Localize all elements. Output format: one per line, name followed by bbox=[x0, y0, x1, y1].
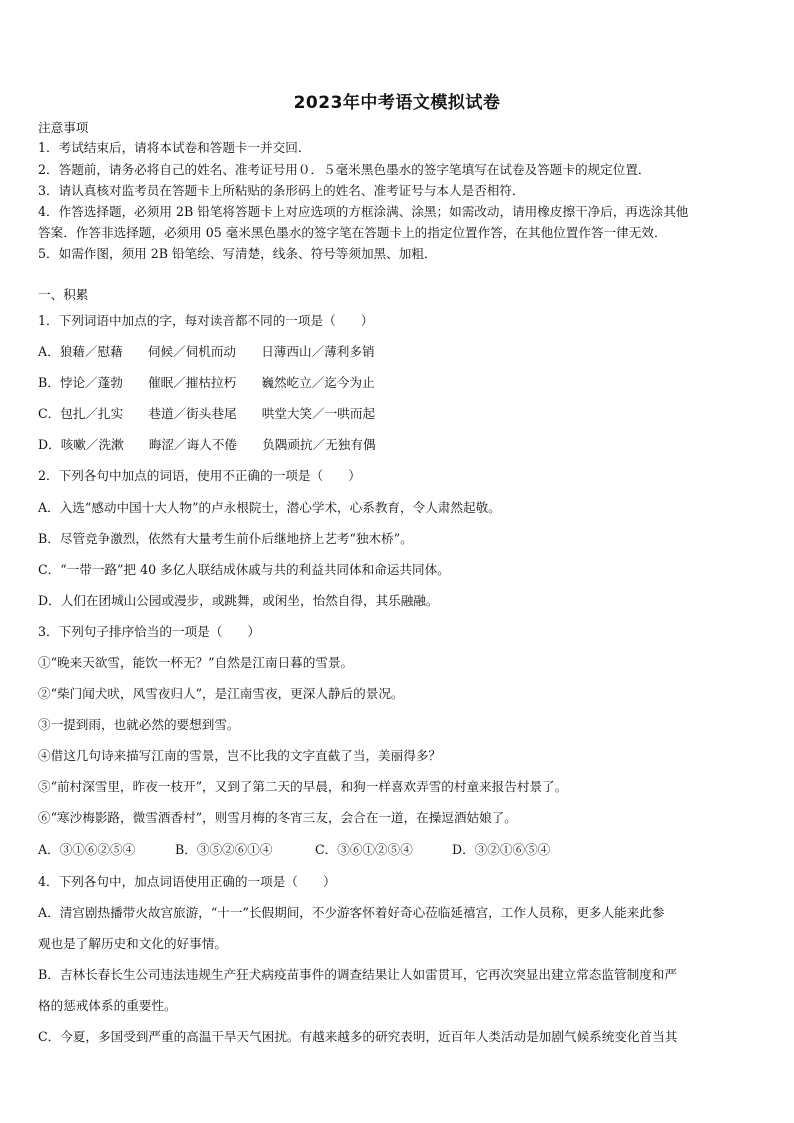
sentence-item: ②“柴门闻犬吠，风雪夜归人”，是江南雪夜，更深人静后的景况。 bbox=[38, 686, 404, 701]
sentence-item: ①“晚来天欲雪，能饮一杯无？”自然是江南日暮的雪景。 bbox=[38, 655, 354, 670]
section-heading: 一、积累 bbox=[38, 287, 89, 302]
question-option: D．人们在团城山公园或漫步，或跳舞，或闲坐，怡然自得，其乐融融。 bbox=[38, 593, 439, 608]
question-option: B．尽管竞争激烈，依然有大量考生前仆后继地挤上艺考“独木桥”。 bbox=[38, 531, 413, 546]
question-stem: 2．下列各句中加点的词语，使用不正确的一项是（ ） bbox=[38, 468, 361, 483]
notice-item: 1．考试结束后，请将本试卷和答题卡一并交回． bbox=[38, 140, 311, 155]
question-stem: 4．下列各句中，加点词语使用正确的一项是（ ） bbox=[38, 874, 336, 889]
notice-item: 5．如需作图，须用 2B 铅笔绘、写清楚，线条、符号等须加黑、加粗． bbox=[38, 246, 437, 261]
sentence-item: ④借这几句诗来描写江南的雪景，岂不比我的文字直截了当，美丽得多？ bbox=[38, 748, 441, 763]
question-option: A．狼藉／慰藉 伺候／伺机而动 日薄西山／薄利多销 bbox=[38, 344, 375, 359]
question-option: C．包扎／扎实 巷道／街头巷尾 哄堂大笑／一哄而起 bbox=[38, 406, 376, 421]
notice-heading: 注意事项 bbox=[38, 120, 89, 135]
notice-item: 答案．作答非选择题，必须用 05 毫米黑色墨水的签字笔在答题卡上的指定位置作答，在其他位置作答一律无效． bbox=[38, 225, 667, 240]
question-stem: 1．下列词语中加点的字，每对读音都不同的一项是（ ） bbox=[38, 313, 374, 328]
sentence-item: ⑤“前村深雪里，昨夜一枝开”，又到了第二天的早晨，和狗一样喜欢弄雪的村童来报告村景了。 bbox=[38, 779, 568, 794]
question-option: D．咳嗽／洗漱 晦涩／诲人不倦 负隅顽抗／无独有偶 bbox=[38, 437, 376, 452]
exam-title: 2023年中考语文模拟试卷 bbox=[293, 93, 501, 113]
question-text-line: C．今夏，多国受到严重的高温干旱天气困扰。有越来越多的研究表明，近百年人类活动是加剧气候系统变化首当其 bbox=[38, 1029, 678, 1044]
question-text-line: 观也是了解历史和文化的好事情。 bbox=[38, 936, 227, 951]
notice-item: 4．作答选择题，必须用 2B 铅笔将答题卡上对应选项的方框涂满、涂黑；如需改动，请用橡皮擦干净后，再选涂其他 bbox=[38, 204, 689, 219]
question-text-line: 格的惩戒体系的重要性。 bbox=[38, 998, 177, 1013]
notice-item: 3．请认真核对监考员在答题卡上所粘贴的条形码上的姓名、准考证号与本人是否相符． bbox=[38, 183, 525, 198]
answer-option-c: C．③⑥①②⑤④ bbox=[315, 842, 413, 857]
sentence-item: ⑥“寒沙梅影路，微雪酒香村”，则雪月梅的冬宵三友，会合在一道，在操逗酒姑娘了。 bbox=[38, 810, 517, 825]
notice-item: 2．答题前，请务必将自己的姓名、准考证号用０．５毫米黑色墨水的签字笔填写在试卷及答题卡的规定位置． bbox=[38, 162, 651, 177]
question-text-line: B．吉林长春长生公司违法违规生产狂犬病疫苗事件的调查结果让人如雷贯耳，它再次突显出建立常态监管制度和严 bbox=[38, 967, 677, 982]
question-option: C．“一带一路”把 40 多亿人联结成休戚与共的利益共同体和命运共同体。 bbox=[38, 562, 450, 577]
question-text-line: A．清宫剧热播带火故宫旅游，“十一”长假期间，不少游客怀着好奇心莅临延禧宫，工作人员称，更多人能来此参 bbox=[38, 905, 665, 920]
question-stem: 3．下列句子排序恰当的一项是（ ） bbox=[38, 624, 261, 639]
answer-option-a: A．③①⑥②⑤④ bbox=[38, 842, 136, 857]
question-option: B．悖论／蓬勃 催眠／摧枯拉朽 巍然屹立／迄今为止 bbox=[38, 375, 375, 390]
sentence-item: ③一提到雨，也就必然的要想到雪。 bbox=[38, 717, 240, 732]
answer-option-b: B．③⑤②⑥①④ bbox=[175, 842, 273, 857]
question-option: A．入选“感动中国十大人物”的卢永根院士，潜心学术，心系教育，令人肃然起敬。 bbox=[38, 500, 501, 515]
answer-option-d: D．③②①⑥⑤④ bbox=[452, 842, 551, 857]
